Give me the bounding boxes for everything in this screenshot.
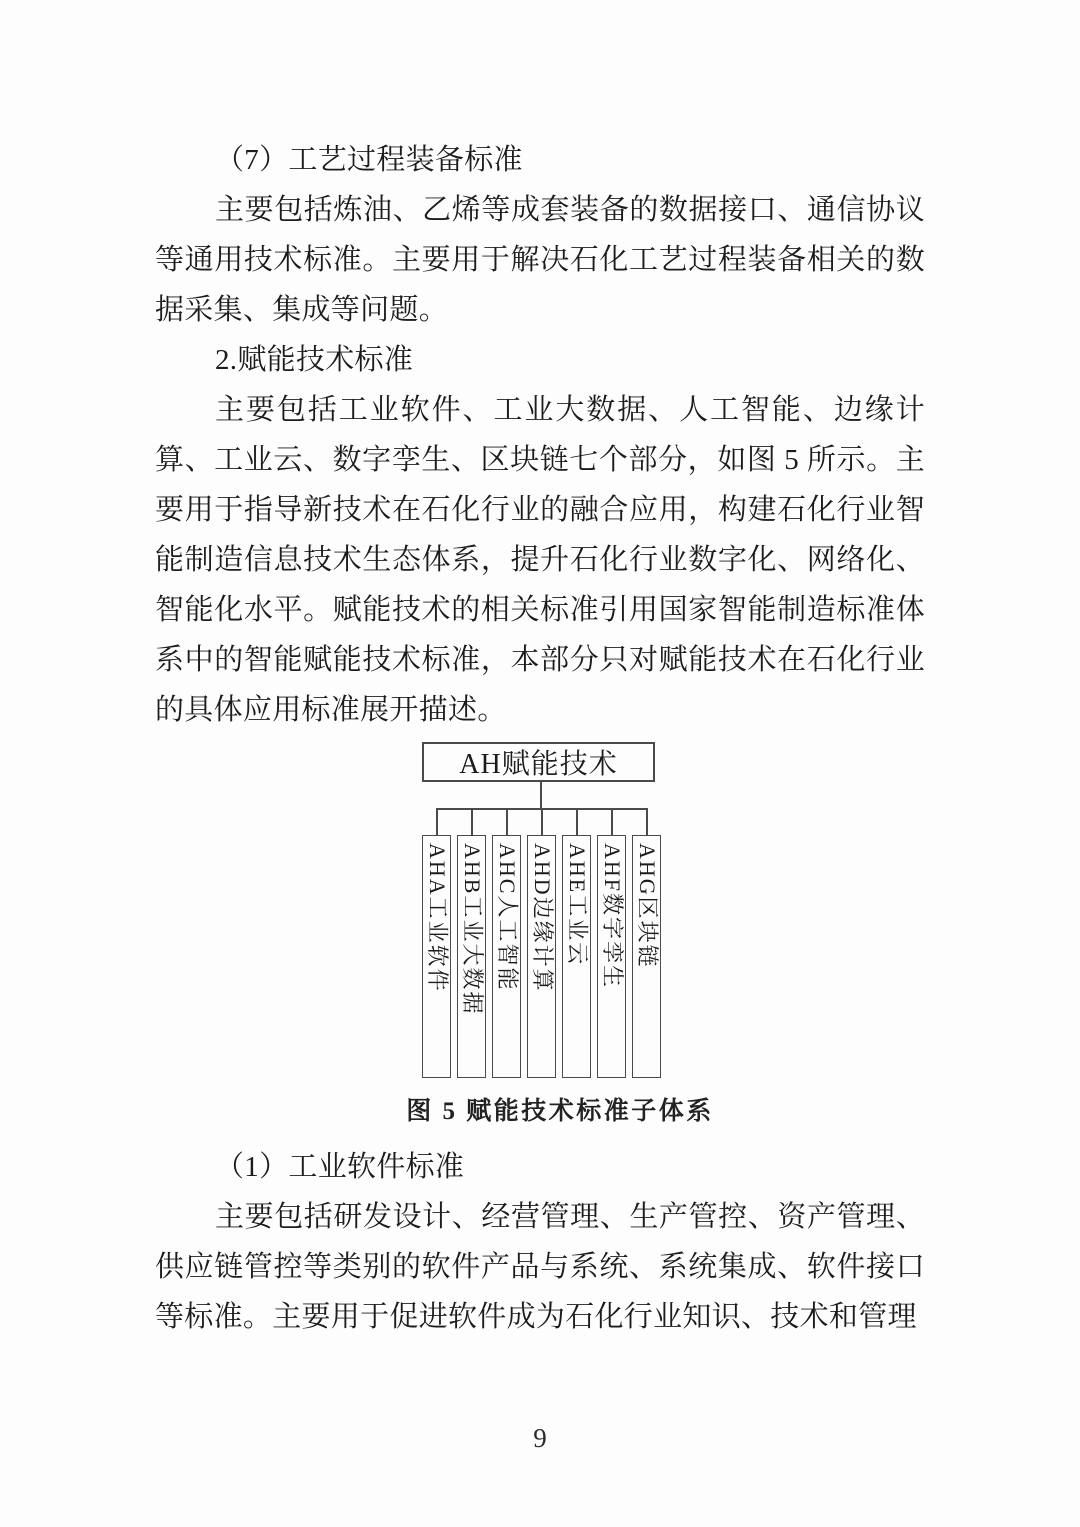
connector-drop bbox=[646, 808, 648, 835]
connector-stem bbox=[540, 782, 542, 808]
chart-child-label: AHA工业软件 bbox=[424, 843, 450, 993]
connector-drop bbox=[576, 808, 578, 835]
connector-drop bbox=[436, 808, 438, 835]
org-chart-figure bbox=[155, 742, 925, 1078]
chart-child-label: AHG区块链 bbox=[634, 843, 660, 969]
paragraph: 主要包括炼油、乙烯等成套装备的数据接口、通信协议等通用技术标准。主要用于解决石化工艺过程装备相关的数据采集、集成等问题。 bbox=[155, 194, 925, 326]
chart-child-label: AHD边缘计算 bbox=[529, 843, 555, 993]
section-heading-2: 2.赋能技术标准 bbox=[215, 344, 414, 376]
figure-caption: 图 5 赋能技术标准子体系 bbox=[406, 1098, 714, 1125]
chart-child-label: AHF数字孪生 bbox=[599, 843, 625, 990]
connector-drop bbox=[506, 808, 508, 835]
chart-child-node bbox=[562, 835, 591, 1078]
chart-child-node bbox=[457, 835, 486, 1078]
paragraph: 主要包括研发设计、经营管理、生产管控、资产管理、供应链管控等类别的软件产品与系统、系统集成、软件接口等标准。主要用于促进软件成为石化行业知识、技术和管理 bbox=[155, 1201, 925, 1333]
section-heading-7: （7）工艺过程装备标准 bbox=[215, 144, 523, 176]
paragraph: 主要包括工业软件、工业大数据、人工智能、边缘计算、工业云、数字孪生、区块链七个部分，如图 5 所示。主要用于指导新技术在石化行业的融合应用，构建石化行业智能制造信息技术生态体系，提升石化行业数字化、网络化、智能化水平。赋能技术的相关标准引用国家智能制造标准体系中的智能赋能技术标准，本部分只对赋能技术在石化行业的具体应用标准展开描述。 bbox=[155, 394, 925, 726]
page-number: 9 bbox=[533, 1423, 547, 1453]
chart-child-label: AHB工业大数据 bbox=[459, 843, 485, 1016]
chart-root-label: AH赋能技术 bbox=[459, 749, 618, 780]
chart-child-label: AHC人工智能 bbox=[494, 843, 520, 992]
chart-child-node bbox=[632, 835, 661, 1078]
chart-child-node bbox=[527, 835, 556, 1078]
connector-drop bbox=[541, 808, 543, 835]
chart-child-node bbox=[422, 835, 451, 1078]
connector-drop bbox=[471, 808, 473, 835]
connector-drop bbox=[611, 808, 613, 835]
section-heading-1: （1）工业软件标准 bbox=[215, 1151, 465, 1183]
chart-child-label: AHE工业云 bbox=[564, 843, 590, 967]
chart-root-node bbox=[422, 742, 655, 782]
chart-child-node bbox=[597, 835, 626, 1078]
chart-child-node bbox=[492, 835, 521, 1078]
